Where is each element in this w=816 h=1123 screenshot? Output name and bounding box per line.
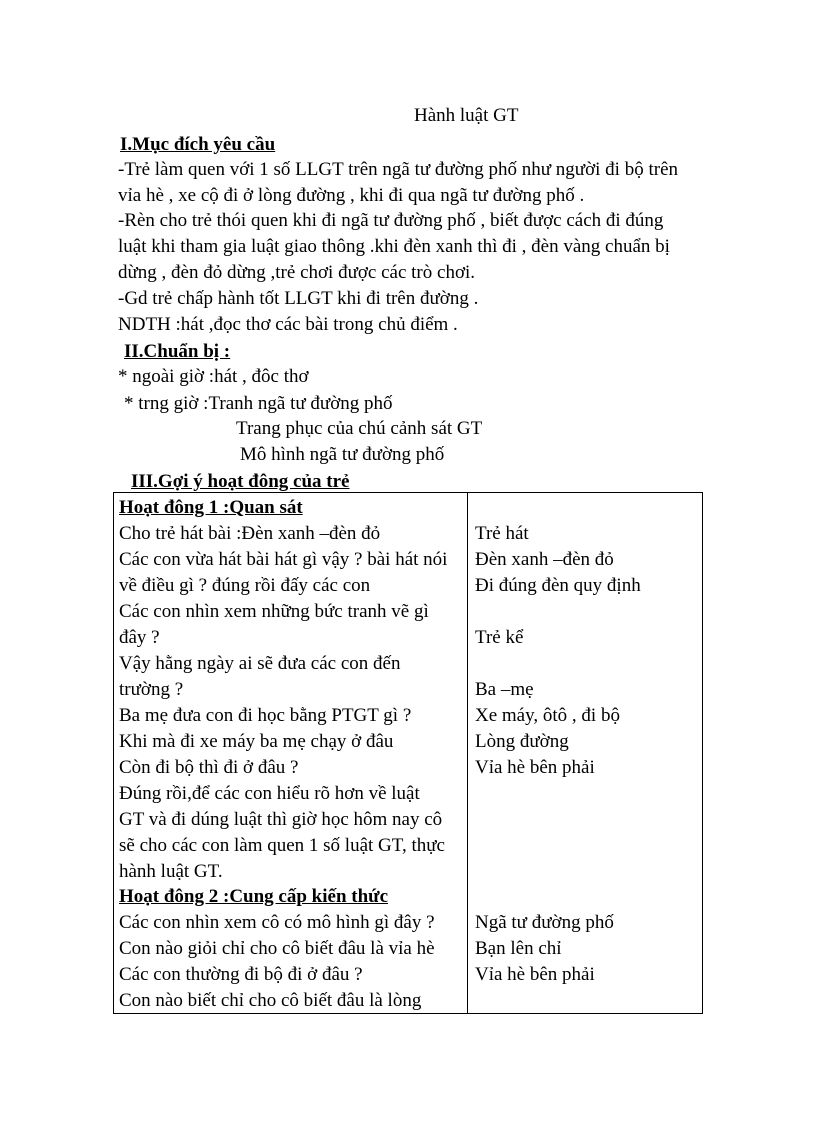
table-row: hành luật GT. bbox=[119, 861, 223, 882]
table-row: Con nào giỏi chỉ cho cô biết đâu là vỉa hè bbox=[119, 938, 435, 959]
section-1-line: -Trẻ làm quen với 1 số LLGT trên ngã tư đường phố như người đi bộ trên bbox=[118, 159, 678, 180]
table-row: Ba mẹ đưa con đi học bằng PTGT gì ? bbox=[119, 705, 412, 726]
section-1-line: luật khi tham gia luật giao thông .khi đèn xanh thì đi , đèn vàng chuẩn bị bbox=[118, 236, 670, 257]
section-1-line: NDTH :hát ,đọc thơ các bài trong chủ điểm . bbox=[118, 314, 458, 335]
section-1-line: dừng , đèn đỏ dừng ,trẻ chơi được các trò chơi. bbox=[118, 262, 476, 283]
page-title: Hành luật GT bbox=[414, 105, 519, 126]
table-row: Các con nhìn xem cô có mô hình gì đây ? bbox=[119, 912, 435, 933]
section-2-line: Trang phục của chú cảnh sát GT bbox=[236, 418, 483, 439]
table-row: sẽ cho các con làm quen 1 số luật GT, thực bbox=[119, 835, 445, 856]
table-row: Đúng rồi,để các con hiểu rõ hơn về luật bbox=[119, 783, 420, 804]
section-1-heading: I.Mục đích yêu cầu bbox=[120, 134, 276, 155]
table-cell-answer: Trẻ hát bbox=[475, 523, 529, 544]
table-cell-answer: Đi đúng đèn quy định bbox=[475, 575, 641, 596]
table-row: đây ? bbox=[119, 627, 160, 648]
table-cell-answer: Ba –mẹ bbox=[475, 679, 534, 700]
table-cell-answer: Bạn lên chỉ bbox=[475, 938, 562, 959]
section-1-line: vỉa hè , xe cộ đi ở lòng đường , khi đi qua ngã tư đường phố . bbox=[118, 185, 585, 206]
table-cell-answer: Vỉa hè bên phải bbox=[475, 757, 595, 778]
table-column-divider bbox=[467, 492, 468, 1014]
section-3-heading: III.Gợi ý hoạt đông của trẻ bbox=[131, 471, 350, 492]
table-row: Còn đi bộ thì đi ở đâu ? bbox=[119, 757, 299, 778]
activity-1-heading: Hoạt đông 1 :Quan sát bbox=[119, 497, 303, 518]
section-1-line: -Rèn cho trẻ thói quen khi đi ngã tư đường phố , biết được cách đi đúng bbox=[118, 210, 664, 231]
table-cell-answer: Lòng đường bbox=[475, 731, 569, 752]
table-row: về điều gì ? đúng rồi đấy các con bbox=[119, 575, 371, 596]
table-cell-answer: Ngã tư đường phố bbox=[475, 912, 614, 933]
table-row: Khi mà đi xe máy ba mẹ chạy ở đâu bbox=[119, 731, 394, 752]
table-row: Các con vừa hát bài hát gì vậy ? bài hát nói bbox=[119, 549, 448, 570]
table-cell-answer: Xe máy, ôtô , đi bộ bbox=[475, 705, 620, 726]
table-row: trường ? bbox=[119, 679, 184, 700]
table-row: Con nào biết chỉ cho cô biết đâu là lòng bbox=[119, 990, 422, 1011]
table-row: Các con nhìn xem những bức tranh vẽ gì bbox=[119, 601, 429, 622]
section-2-line: Mô hình ngã tư đường phố bbox=[240, 444, 445, 465]
section-2-line: * ngoài giờ :hát , đôc thơ bbox=[118, 366, 309, 387]
section-2-line: * trng giờ :Tranh ngã tư đường phố bbox=[124, 393, 393, 414]
table-cell-answer: Đèn xanh –đèn đỏ bbox=[475, 549, 614, 570]
table-cell-answer: Vỉa hè bên phải bbox=[475, 964, 595, 985]
table-row: Cho trẻ hát bài :Đèn xanh –đèn đỏ bbox=[119, 523, 381, 544]
section-2-heading: II.Chuẩn bị : bbox=[124, 341, 231, 362]
activity-2-heading: Hoạt đông 2 :Cung cấp kiến thức bbox=[119, 886, 388, 907]
table-row: Vậy hằng ngày ai sẽ đưa các con đến bbox=[119, 653, 401, 674]
table-row: Các con thường đi bộ đi ở đâu ? bbox=[119, 964, 363, 985]
table-cell-answer: Trẻ kể bbox=[475, 627, 524, 648]
section-1-line: -Gd trẻ chấp hành tốt LLGT khi đi trên đường . bbox=[118, 288, 479, 309]
table-row: GT và đi dúng luật thì giờ học hôm nay cô bbox=[119, 809, 443, 830]
